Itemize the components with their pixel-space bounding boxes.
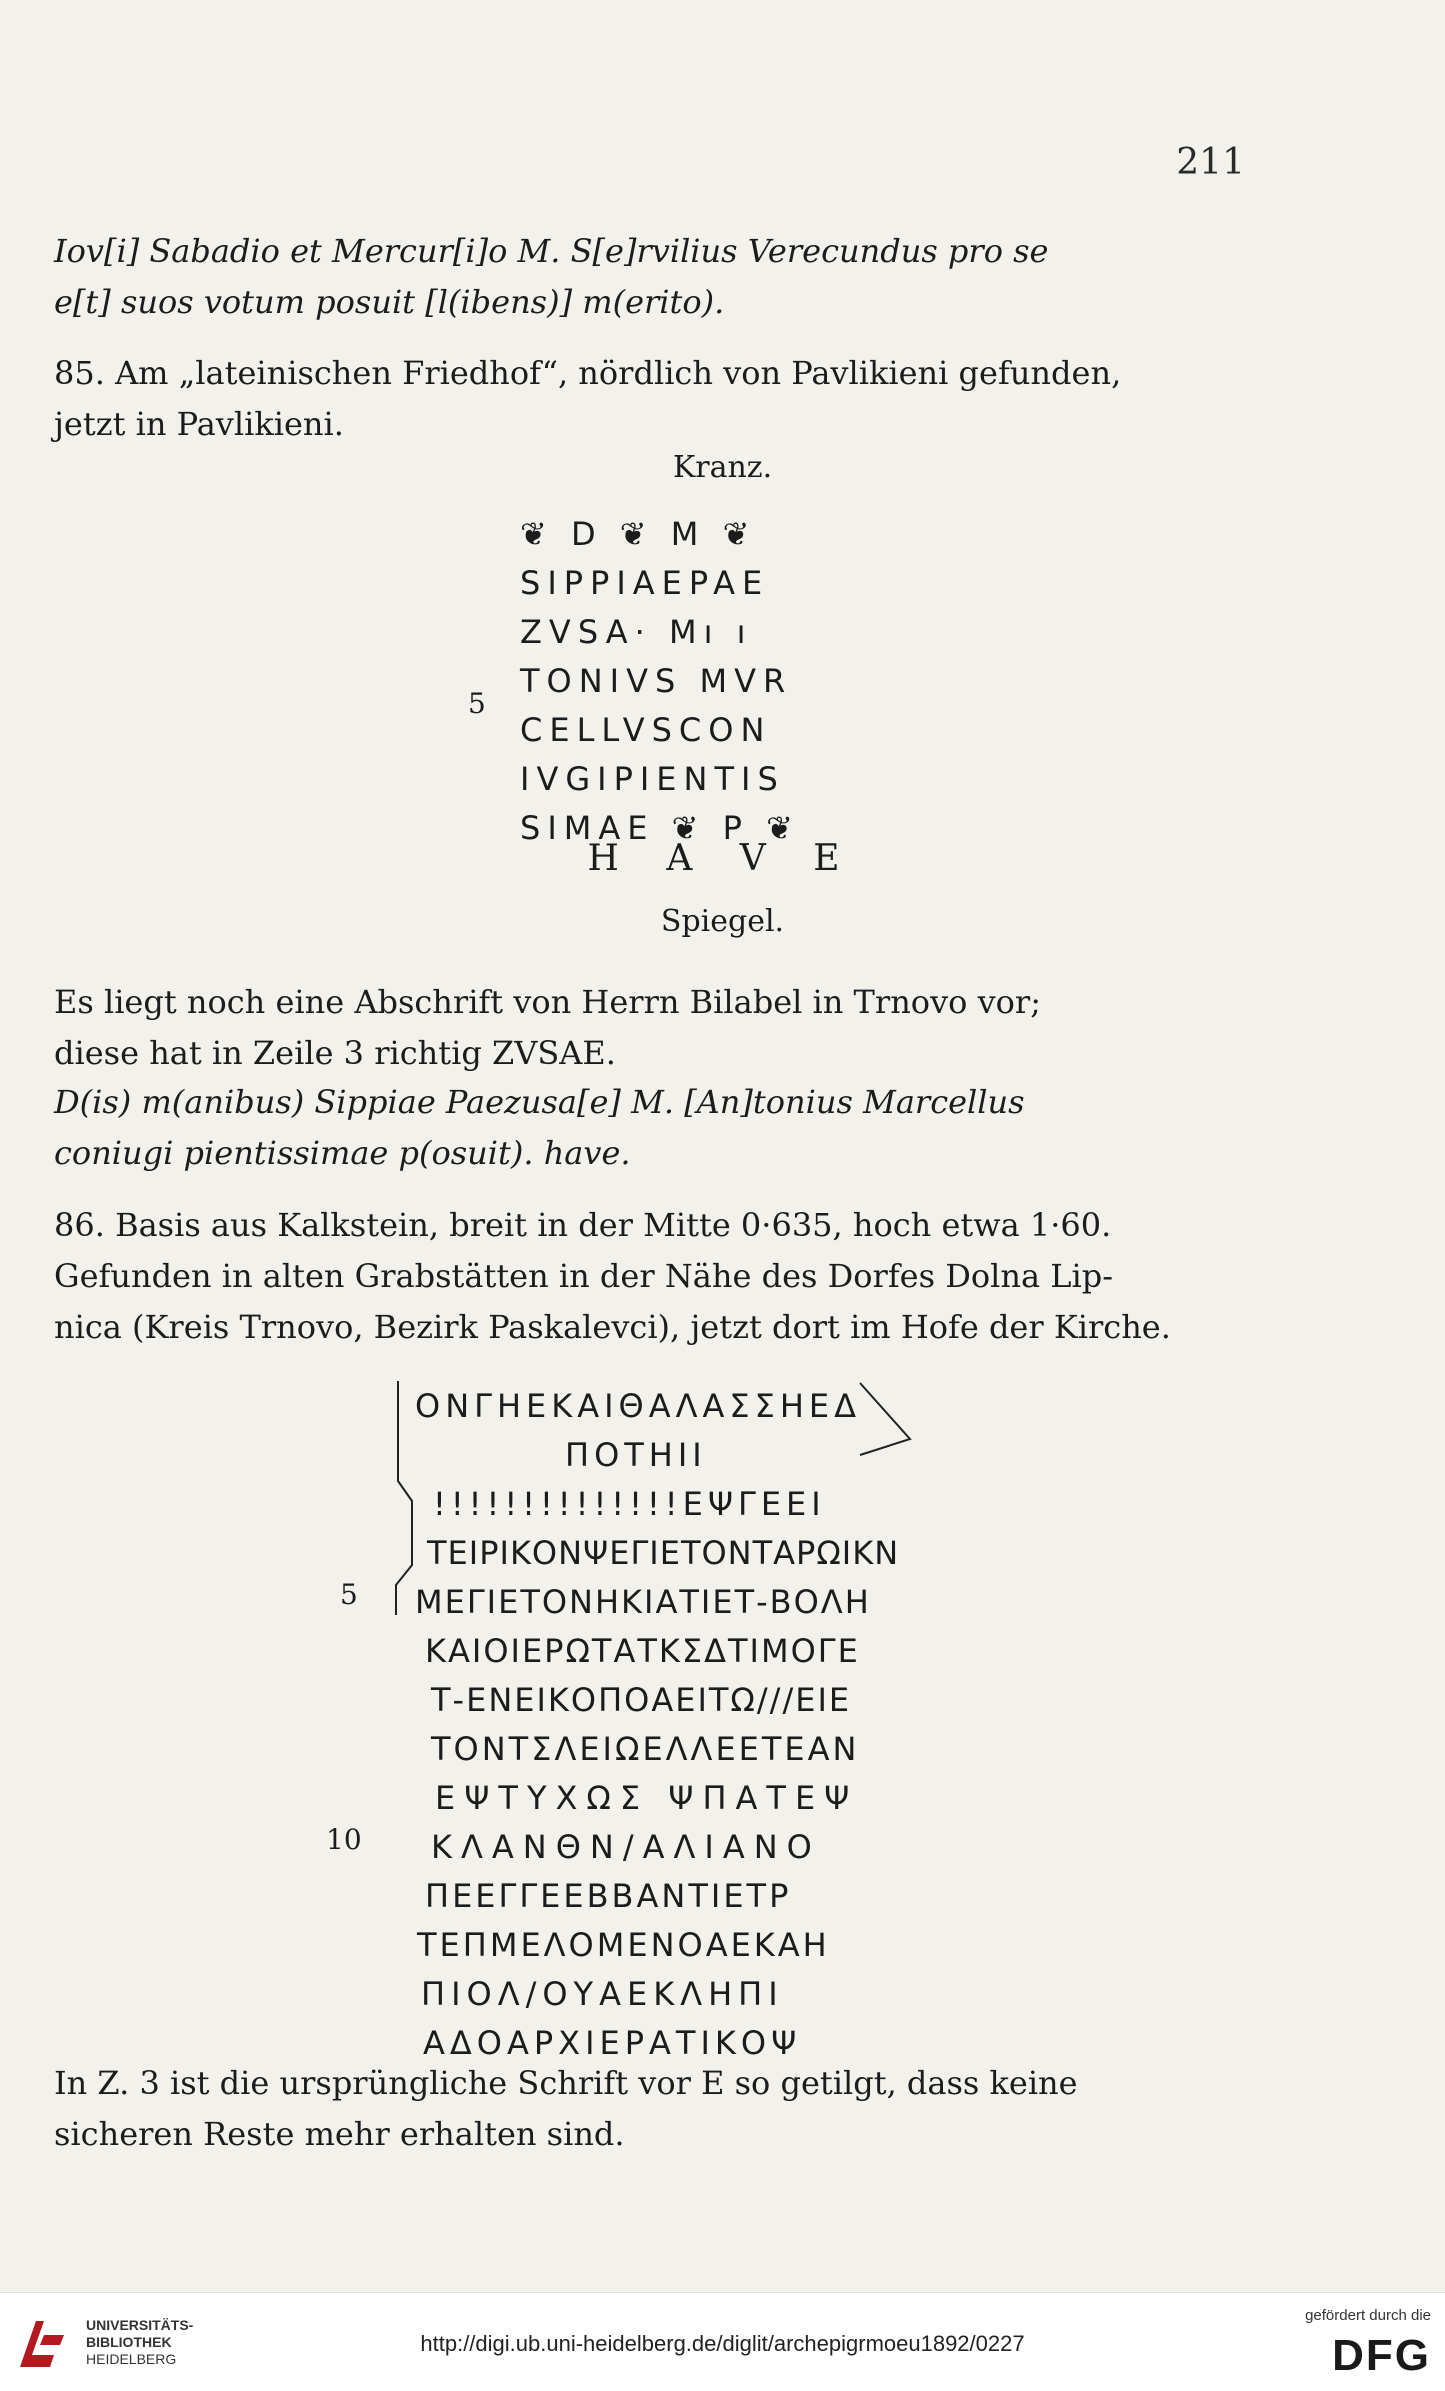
inscription-line: ΤΕΙΡΙΚΟΝΨΕΓΙΕΤΟΝΤΑΡΩΙΚΝ xyxy=(427,1534,900,1572)
text-line: nica (Kreis Trnovo, Bezirk Paskalevci), jetzt dort im Hofe der Kirche. xyxy=(54,1308,1171,1346)
text-line: e[t] suos votum posuit [l(ibens)] m(erito). xyxy=(54,283,725,321)
inscription-85 xyxy=(520,510,800,853)
viewer-footer xyxy=(0,2292,1445,2391)
paragraph-entry-86 xyxy=(54,1200,1248,1353)
line-number: 5 xyxy=(340,1578,358,1611)
inscription-line: ΚΛΑΝΘΝ/ΑΛΙΑΝΟ xyxy=(431,1828,821,1866)
inscription-line: CELLVSCON xyxy=(520,711,772,749)
library-name: UNIVERSITÄTS- BIBLIOTHEK HEIDELBERG xyxy=(86,2317,194,2367)
text-line: In Z. 3 ist die ursprüngliche Schrift vor E so getilgt, dass keine xyxy=(54,2064,1078,2102)
text-line: jetzt in Pavlikieni. xyxy=(54,405,344,443)
text-line: sicheren Reste mehr erhalten sind. xyxy=(54,2115,625,2153)
inscription-line: !!!!!!!!!!!!!!ΕΨΓΕΕΙ xyxy=(433,1485,826,1523)
inscription-line: ΠΙΟΛ/ΟΥΑΕΚΛΗΠΙ xyxy=(421,1975,784,2013)
inscription-line: Τ-ΕΝΕΙΚΟΠΟΑΕΙΤΩ///ΕΙΕ xyxy=(431,1681,852,1719)
text-line: diese hat in Zeile 3 richtig ZVSAE. xyxy=(54,1034,616,1072)
paragraph-entry-85 xyxy=(54,348,1248,450)
inscription-line: ΤΟΝΤΣΛΕΙΩΕΛΛΕΕΤΕΑΝ xyxy=(431,1730,860,1768)
funding-label: gefördert durch die xyxy=(1305,2307,1431,2324)
inscription-line: ΚΑΙΟΙΕΡΩΤΑΤΚΣΔΤΙΜΟΓΕ xyxy=(425,1632,860,1670)
dfg-logo: DFG xyxy=(1332,2331,1431,2380)
text-line: Gefunden in alten Grabstätten in der Nähe des Dorfes Dolna Lip- xyxy=(54,1257,1113,1295)
paragraph-bilabel-copy xyxy=(54,977,1248,1079)
inscription-line: ΠΟΤΗΙΙ xyxy=(565,1436,707,1474)
inscription-line: SIMAE ❦ P ❦ xyxy=(520,809,800,847)
inscription-line: TONIVS MVR xyxy=(520,662,793,700)
page-number: 211 xyxy=(1176,142,1245,183)
have-inscription: H A V E xyxy=(587,838,858,879)
inscription-line: IVGIPIENTIS xyxy=(520,760,785,798)
text-line: coniugi pientissimae p(osuit). have. xyxy=(54,1134,631,1172)
inscription-line: ❦ D ❦ M ❦ xyxy=(520,515,757,553)
inscription-line: ΕΨΤΥΧΩΣ ΨΠΑΤΕΨ xyxy=(435,1779,859,1817)
inscription-line: ZVSA· Mı ı xyxy=(520,613,753,651)
inscription-line: ΟΝΓΗ͏ΕΚΑΙΘΑΛΑΣΣΗΕΔ xyxy=(415,1387,862,1425)
paragraph-votive-inscription-reading xyxy=(54,226,1248,328)
line-number: 5 xyxy=(468,687,486,720)
kranz-label: Kranz. xyxy=(672,450,773,485)
text-line: Es liegt noch eine Abschrift von Herrn Bilabel in Trnovo vor; xyxy=(54,983,1041,1021)
text-line: D(is) m(anibus) Sippiae Paezusa[e] M. [An]tonius Marcellus xyxy=(54,1083,1025,1121)
permalink-url[interactable]: http://digi.ub.uni-heidelberg.de/diglit/archepigrmoeu1892/0227 xyxy=(420,2331,1025,2356)
inscription-line: ΠΕΕΓΓΕΕΒΒΑΝΤΙΕΤΡ xyxy=(425,1877,792,1915)
text-line: 86. Basis aus Kalkstein, breit in der Mitte 0·635, hoch etwa 1·60. xyxy=(54,1206,1112,1244)
inscription-line: SIPPIAEPAE xyxy=(520,564,770,602)
paragraph-85-reading xyxy=(54,1077,1248,1179)
inscription-line: ΜΕΓΙΕΤΟΝΗΚΙΑΤΙΕΤ-ΒΟΛΗ xyxy=(415,1583,871,1621)
paragraph-z3-note xyxy=(54,2058,1248,2160)
inscription-line: ΤΕΠΜΕΛΟΜΕΝΟΑΕΚΑΗ xyxy=(417,1926,830,1964)
text-line: 85. Am „lateinischen Friedhof“, nördlich von Pavlikieni gefunden, xyxy=(54,354,1122,392)
inscription-line: ΑΔΟΑΡΧΙΕΡΑΤΙΚΟΨ xyxy=(423,2024,802,2062)
text-line: Iov[i] Sabadio et Mercur[i]o M. S[e]rvilius Verecundus pro se xyxy=(54,232,1049,270)
line-number: 10 xyxy=(326,1823,362,1856)
spiegel-label: Spiegel. xyxy=(660,904,785,939)
